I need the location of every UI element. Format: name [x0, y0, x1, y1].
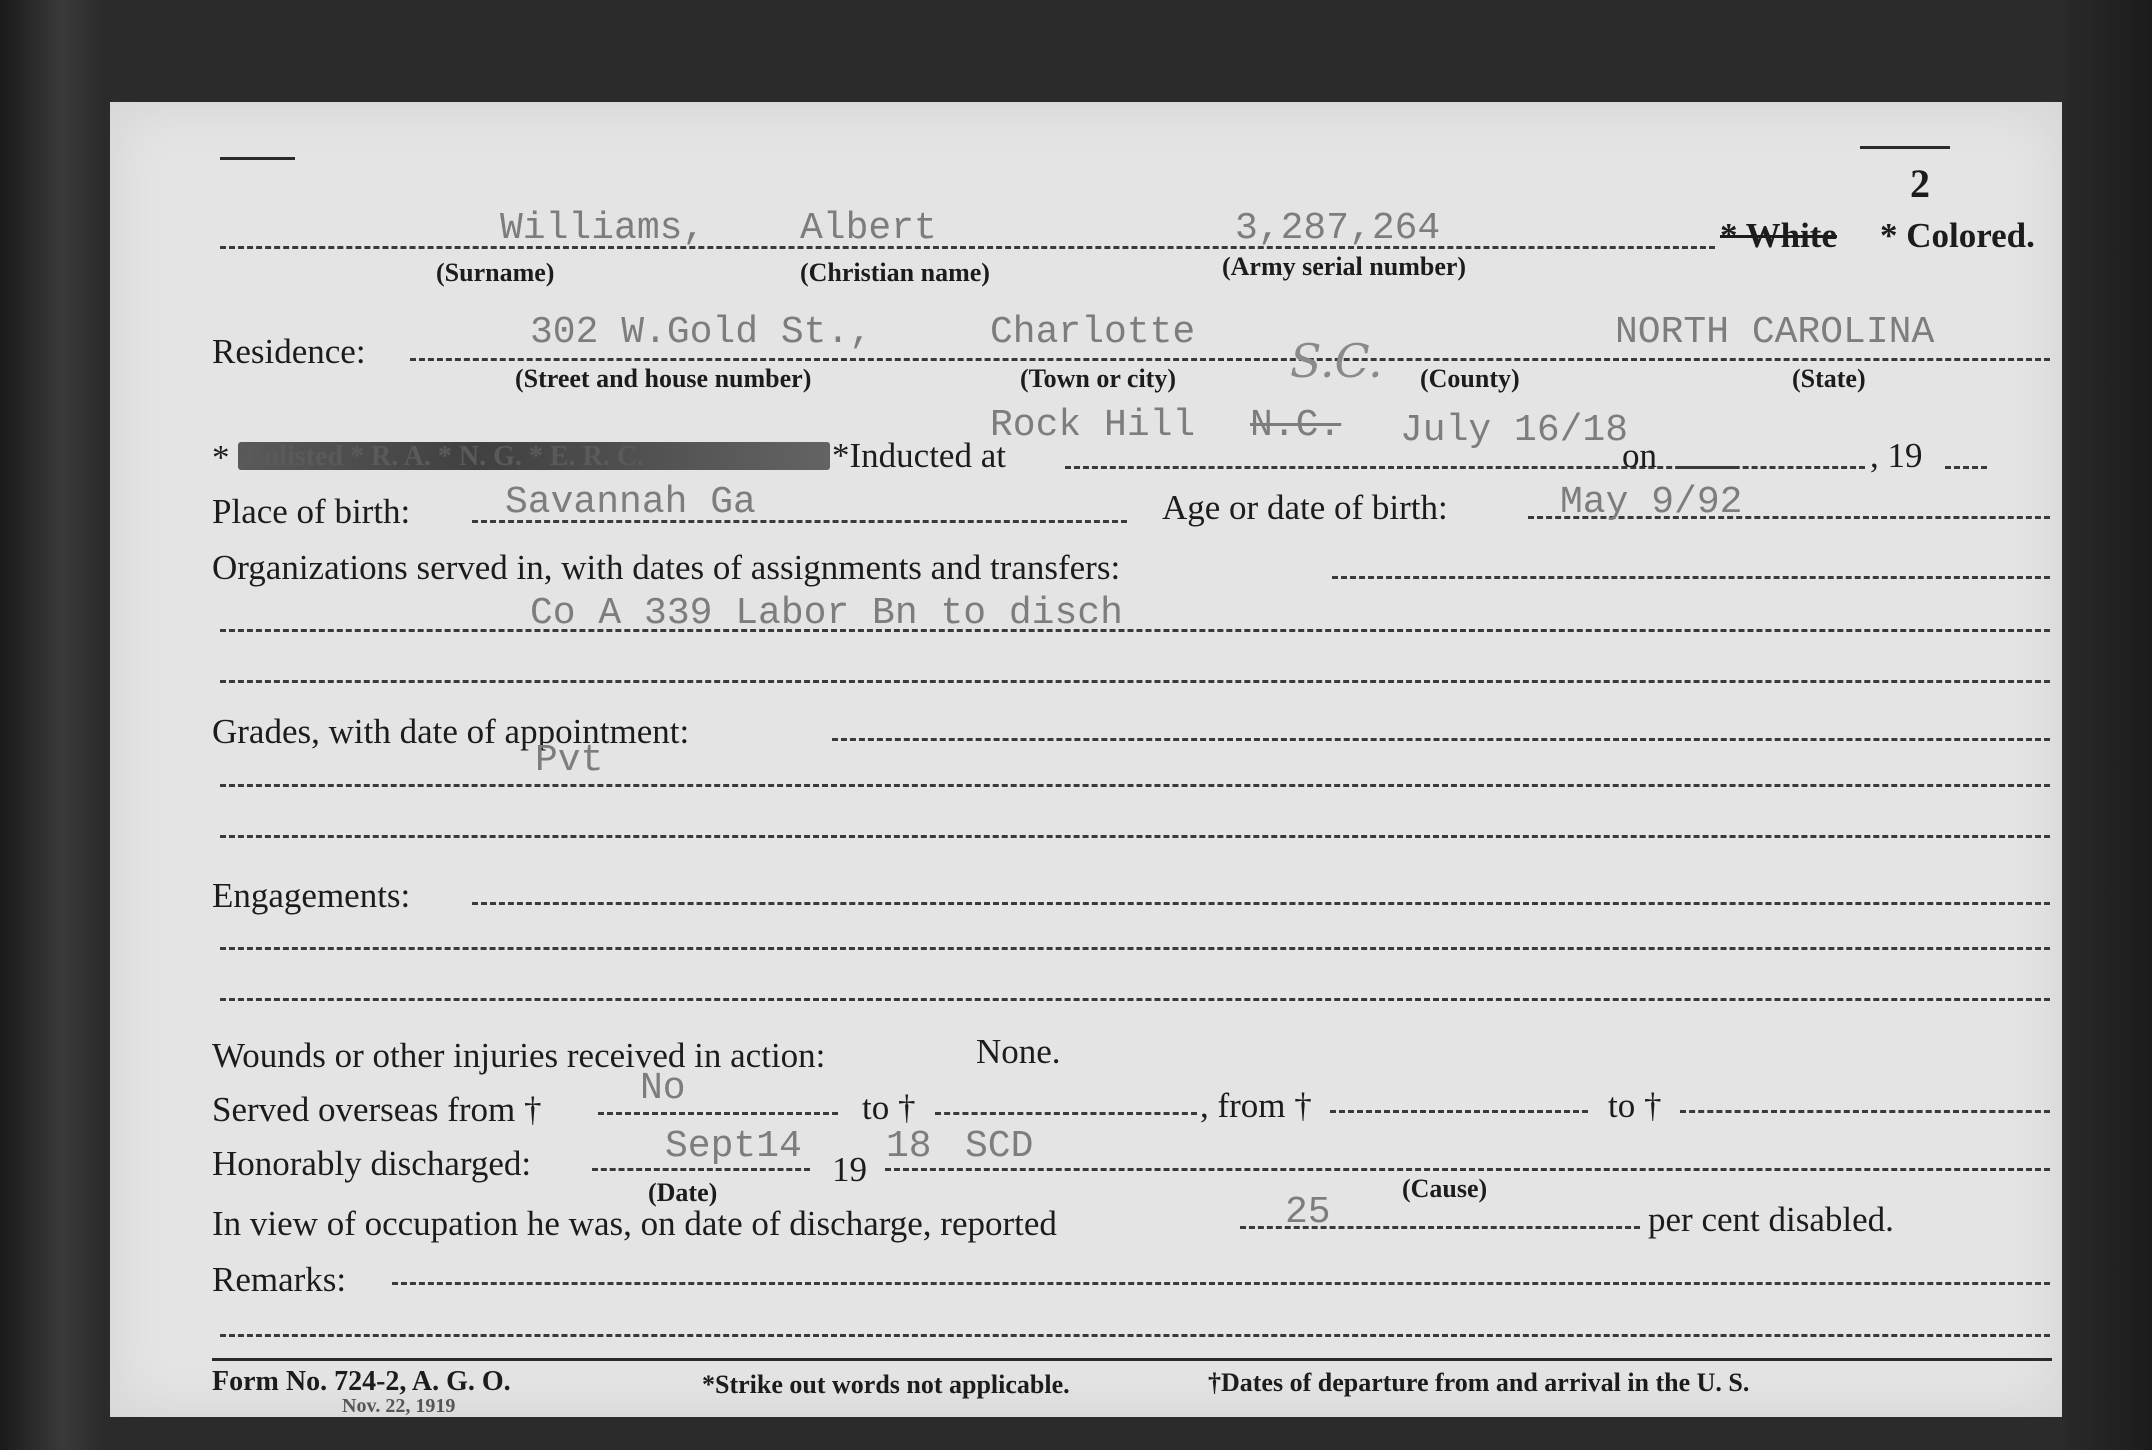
- serial-number-value: 3,287,264: [1235, 207, 1441, 250]
- discharge-date-value: Sept14: [665, 1125, 802, 1168]
- induction-date-value: July 16/18: [1400, 409, 1629, 452]
- county-caption: (County): [1420, 364, 1520, 393]
- age-value: May 9/92: [1560, 481, 1743, 524]
- grades-value: Pvt: [535, 739, 604, 782]
- scan-border-left: [0, 0, 105, 1450]
- wounds-value: None.: [976, 1032, 1061, 1071]
- form-number: Form No. 724-2, A. G. O.: [212, 1366, 511, 1397]
- organizations-line-2: [220, 629, 2050, 632]
- overseas-from-line: [598, 1112, 838, 1115]
- organizations-line-3: [220, 680, 2050, 683]
- grades-label: Grades, with date of appointment:: [212, 712, 690, 751]
- discharge-date-line: [592, 1168, 810, 1171]
- white-option: * White: [1720, 216, 1837, 255]
- induction-asterisk: *: [212, 438, 230, 477]
- overseas-from-label: Served overseas from †: [212, 1090, 542, 1129]
- surname-value: Williams,: [500, 207, 706, 250]
- inducted-at-label: *Inducted at: [832, 436, 1006, 475]
- town-value: Charlotte: [990, 311, 1196, 354]
- residence-label: Residence:: [212, 332, 366, 371]
- grades-line-2: [220, 784, 2050, 787]
- overseas-to-line: [935, 1112, 1197, 1115]
- induction-year-label: , 19: [1870, 436, 1923, 475]
- strike-out-note: *Strike out words not applicable.: [702, 1370, 1070, 1399]
- overseas-to2-label: to †: [1608, 1086, 1662, 1125]
- remarks-label: Remarks:: [212, 1260, 347, 1299]
- colored-option: * Colored.: [1880, 216, 2035, 255]
- place-of-birth-value: Savannah Ga: [505, 481, 756, 524]
- remarks-line-2: [220, 1334, 2050, 1337]
- induction-year-line: [1945, 466, 1987, 469]
- street-caption: (Street and house number): [515, 364, 812, 393]
- scan-border-right: [2062, 0, 2152, 1450]
- dagger-note: †Dates of departure from and arrival in the U. S.: [1208, 1368, 1750, 1397]
- discharge-cause-line: [885, 1168, 2050, 1171]
- card-number-rule: [1860, 146, 1950, 149]
- inducted-place-value: Rock Hill: [990, 404, 1196, 447]
- overseas-from-value: No: [640, 1067, 686, 1110]
- organizations-label: Organizations served in, with dates of assignments and transfers:: [212, 548, 1121, 587]
- grades-line-3: [220, 835, 2050, 838]
- disability-value: 25: [1285, 1191, 1331, 1234]
- discharge-date-caption: (Date): [648, 1178, 718, 1207]
- age-label: Age or date of birth:: [1162, 488, 1448, 527]
- serial-number-caption: (Army serial number): [1222, 252, 1467, 281]
- induction-on-label: on: [1622, 436, 1657, 475]
- discharge-cause-caption: (Cause): [1402, 1174, 1488, 1203]
- town-caption: (Town or city): [1020, 364, 1176, 393]
- street-value: 302 W.Gold St.,: [530, 311, 873, 354]
- organizations-line-1: [1332, 576, 2050, 579]
- engagements-line-2: [220, 947, 2050, 950]
- name-line: [220, 246, 1715, 249]
- discharge-year-value: 18: [886, 1125, 932, 1168]
- grades-line-1: [832, 738, 2050, 741]
- state-caption: (State): [1792, 364, 1866, 393]
- disability-suffix: per cent disabled.: [1648, 1200, 1894, 1239]
- place-of-birth-label: Place of birth:: [212, 492, 411, 531]
- christian-name-value: Albert: [800, 207, 937, 250]
- overseas-to-label: to †: [862, 1088, 916, 1127]
- overseas-from2-label: , from †: [1200, 1086, 1312, 1125]
- engagements-line-3: [220, 998, 2050, 1001]
- service-record-card: [110, 102, 2062, 1417]
- discharge-year-label: 19: [832, 1150, 867, 1189]
- induction-on-line: [1680, 466, 1865, 469]
- overseas-from2-line: [1330, 1110, 1588, 1113]
- residence-line: [410, 358, 2050, 361]
- footer-rule: [212, 1358, 2052, 1361]
- remarks-line-1: [392, 1282, 2050, 1285]
- organizations-value: Co A 339 Labor Bn to disch: [530, 592, 1123, 635]
- disability-label: In view of occupation he was, on date of discharge, reported: [212, 1204, 1057, 1243]
- christian-name-caption: (Christian name): [800, 258, 990, 287]
- discharge-label: Honorably discharged:: [212, 1144, 532, 1183]
- state-value: NORTH CAROLINA: [1615, 311, 1935, 354]
- wounds-label: Wounds or other injuries received in action:: [212, 1036, 826, 1075]
- card-number: 2: [1910, 161, 1930, 206]
- engagements-label: Engagements:: [212, 876, 411, 915]
- discharge-cause-value: SCD: [965, 1125, 1034, 1168]
- overseas-to2-line: [1680, 1110, 2050, 1113]
- struck-enlistment-options: Enlisted * R. A. * N. G. * E. R. C.: [245, 441, 645, 472]
- surname-caption: (Surname): [436, 258, 555, 287]
- engagements-line-1: [472, 902, 2050, 905]
- form-date: Nov. 22, 1919: [342, 1395, 456, 1417]
- inducted-place-struck: N.C.: [1250, 404, 1342, 447]
- top-left-mark: [220, 157, 295, 160]
- county-value: S.C.: [1290, 334, 1383, 388]
